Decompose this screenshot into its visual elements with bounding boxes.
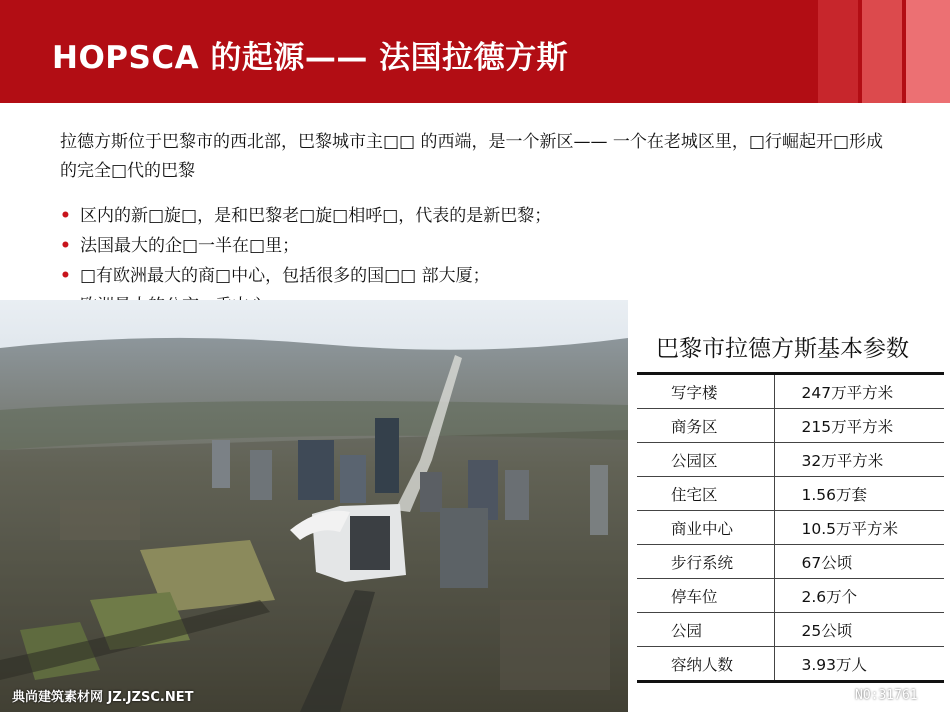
bullet-text: 区内的新□旋□，是和巴黎老□旋□相呼□，代表的是新巴黎； <box>80 206 552 226</box>
parameters-table <box>637 372 944 683</box>
table-row <box>637 613 944 647</box>
bullet-dot-icon: • <box>60 266 71 286</box>
page-title: HOPSCA 的起源—— 法国拉德方斯 <box>52 40 569 76</box>
table-cell-value: 67公顷 <box>774 545 944 579</box>
bullet-item <box>60 261 551 291</box>
table-cell-label: 容纳人数 <box>637 647 774 682</box>
table-cell-label: 公园 <box>637 613 774 647</box>
table-cell-label: 商业中心 <box>637 511 774 545</box>
bullet-text: □有欧洲最大的商□中心，包括很多的国□□ 部大厦； <box>80 266 490 286</box>
banner-accent-block <box>818 0 858 103</box>
table-row <box>637 511 944 545</box>
aerial-city-photo <box>0 300 628 712</box>
bullet-text: 法国最大的企□一半在□里； <box>80 236 300 256</box>
bullet-dot-icon: • <box>60 206 71 226</box>
table-cell-label: 公园区 <box>637 443 774 477</box>
table-cell-value: 215万平方米 <box>774 409 944 443</box>
table-cell-label: 写字楼 <box>637 374 774 409</box>
table-cell-value: 32万平方米 <box>774 443 944 477</box>
table-cell-value: 10.5万平方米 <box>774 511 944 545</box>
table-cell-value: 1.56万套 <box>774 477 944 511</box>
table-cell-value: 3.93万人 <box>774 647 944 682</box>
table-row <box>637 477 944 511</box>
table-cell-label: 住宅区 <box>637 477 774 511</box>
bullet-item <box>60 231 551 261</box>
table-cell-value: 2.6万个 <box>774 579 944 613</box>
bullet-item <box>60 201 551 231</box>
table-cell-label: 商务区 <box>637 409 774 443</box>
table-title: 巴黎市拉德方斯基本参数 <box>656 336 909 362</box>
table-row <box>637 443 944 477</box>
table-row <box>637 647 944 682</box>
title-banner <box>0 0 950 103</box>
table-cell-value: 247万平方米 <box>774 374 944 409</box>
banner-accent-block <box>862 0 902 103</box>
table-row <box>637 409 944 443</box>
bullet-dot-icon: • <box>60 236 71 256</box>
document-number: NO:31761 <box>855 688 918 703</box>
table-row <box>637 545 944 579</box>
table-cell-label: 步行系统 <box>637 545 774 579</box>
banner-accent-block <box>906 0 950 103</box>
table-row <box>637 374 944 409</box>
footer-watermark: 典尚建筑素材网 JZ.JZSC.NET <box>12 690 194 705</box>
table-cell-value: 25公顷 <box>774 613 944 647</box>
intro-paragraph: 拉德方斯位于巴黎市的西北部，巴黎城市主□□ 的西端，是一个新区—— 一个在老城区里，□行崛起开□形成的完全□代的巴黎 <box>60 132 884 181</box>
table-row <box>637 579 944 613</box>
table-cell-label: 停车位 <box>637 579 774 613</box>
